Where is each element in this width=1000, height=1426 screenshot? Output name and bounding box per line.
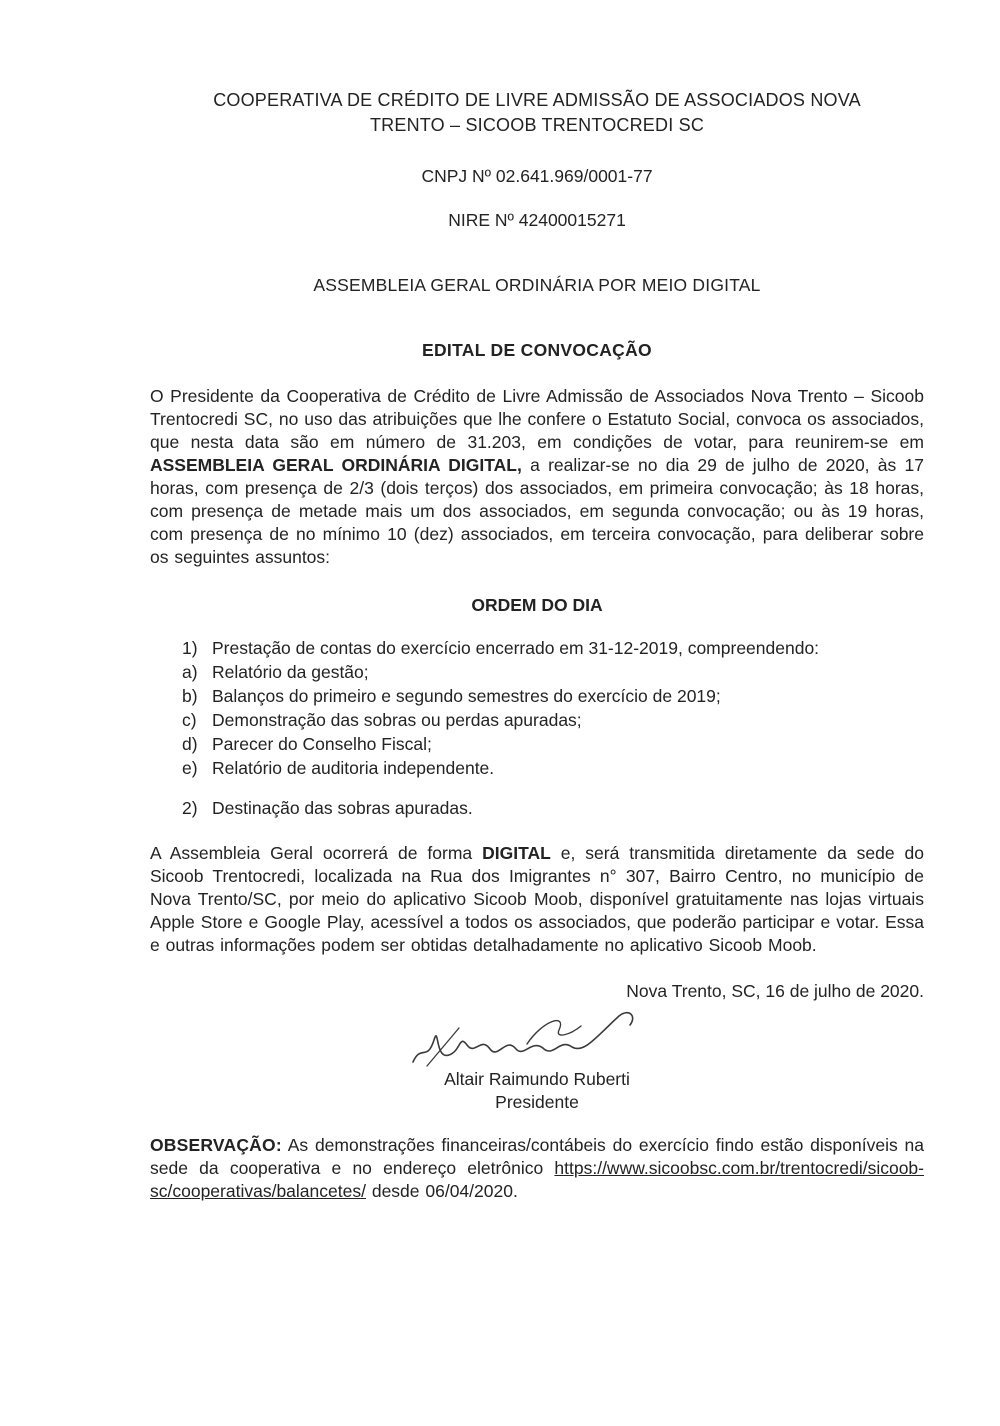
signatory-role: Presidente <box>495 1092 579 1112</box>
ordem-item-d <box>150 732 924 756</box>
observation-text-2: desde 06/04/2020. <box>365 1181 518 1201</box>
ordem-do-dia-list <box>150 636 924 820</box>
digital-paragraph <box>150 842 924 957</box>
ordem-item-2 <box>150 796 924 820</box>
intro-text-2: a realizar-se no dia 29 de julho de 2020, às 17 horas, com presença de 2/3 (dois terços) dos associados, em primeira convocação; às 18 horas, com presença de metade mais um dos associados, em segunda convocação; ou às 19 horas, com presença de no mínimo 10 (dez) associados, em terceira convocação, para deliberar sobre os seguintes assuntos: <box>150 455 924 567</box>
list-text: Balanços do primeiro e segundo semestres do exercício de 2019; <box>212 686 721 706</box>
list-marker: a) <box>182 662 198 682</box>
document-header <box>150 88 924 361</box>
observation-label: OBSERVAÇÃO: <box>150 1135 282 1155</box>
list-text: Prestação de contas do exercício encerrado em 31-12-2019, compreendendo: <box>212 638 820 658</box>
org-title-line1: COOPERATIVA DE CRÉDITO DE LIVRE ADMISSÃO DE ASSOCIADOS NOVA <box>213 90 861 110</box>
observation-paragraph <box>150 1134 924 1203</box>
list-marker: d) <box>182 734 198 754</box>
intro-paragraph <box>150 385 924 569</box>
signature-block <box>150 1008 924 1114</box>
assembly-title: ASSEMBLEIA GERAL ORDINÁRIA POR MEIO DIGITAL <box>313 275 761 295</box>
org-title-line2: TRENTO – SICOOB TRENTOCREDI SC <box>369 115 705 135</box>
date-line: Nova Trento, SC, 16 de julho de 2020. <box>626 981 924 1001</box>
intro-bold-assembly: ASSEMBLEIA GERAL ORDINÁRIA DIGITAL, <box>150 455 522 475</box>
list-marker: e) <box>182 758 198 778</box>
ordem-item-e <box>150 756 924 780</box>
list-marker: 1) <box>182 638 198 658</box>
ordem-item-a <box>150 660 924 684</box>
list-marker: b) <box>182 686 198 706</box>
list-text: Parecer do Conselho Fiscal; <box>212 734 432 754</box>
list-marker: c) <box>182 710 197 730</box>
document-title: EDITAL DE CONVOCAÇÃO <box>422 340 652 360</box>
ordem-item-1 <box>150 636 924 660</box>
org-title <box>150 88 924 138</box>
signatory-name: Altair Raimundo Ruberti <box>444 1069 630 1089</box>
ordem-do-dia-title: ORDEM DO DIA <box>471 595 603 615</box>
ordem-item-c <box>150 708 924 732</box>
ordem-item-b <box>150 684 924 708</box>
digital-text-2: e, será transmitida diretamente da sede do Sicoob Trentocredi, localizada na Rua dos Imigrantes n° 307, Bairro Centro, no município de Nova Trento/SC, por meio do aplicativo Sicoob Moob, disponível gratuitamente nas lojas virtuais Apple Store e Google Play, acessível a todos os associados, que poderão participar e votar. Essa e outras informações podem ser obtidas detalhadamente no aplicativo Sicoob Moob. <box>150 843 924 955</box>
observation-text-1: As demonstrações financeiras/contábeis do exercício findo estão disponíveis na sede da cooperativa e no endereço eletrônico <box>150 1135 924 1178</box>
intro-text-1: O Presidente da Cooperativa de Crédito de Livre Admissão de Associados Nova Trento – Sicoob Trentocredi SC, no uso das atribuições que lhe confere o Estatuto Social, convoca os associados, que nesta data são em número de 31.203, em condições de votar, para reunirem-se em <box>150 386 924 452</box>
digital-text-1: A Assembleia Geral ocorrerá de forma <box>150 843 483 863</box>
digital-bold: DIGITAL <box>482 843 551 863</box>
cnpj-line: CNPJ Nº 02.641.969/0001-77 <box>421 166 653 186</box>
list-marker: 2) <box>182 798 198 818</box>
list-text: Demonstração das sobras ou perdas apuradas; <box>212 710 582 730</box>
balancetes-url: https://www.sicoobsc.com.br/trentocredi/sicoob-sc/cooperativas/balancetes/ <box>150 1158 924 1201</box>
list-text: Relatório da gestão; <box>212 662 369 682</box>
nire-line: NIRE Nº 42400015271 <box>448 210 626 230</box>
list-text: Relatório de auditoria independente. <box>212 758 495 778</box>
list-text: Destinação das sobras apuradas. <box>212 798 473 818</box>
